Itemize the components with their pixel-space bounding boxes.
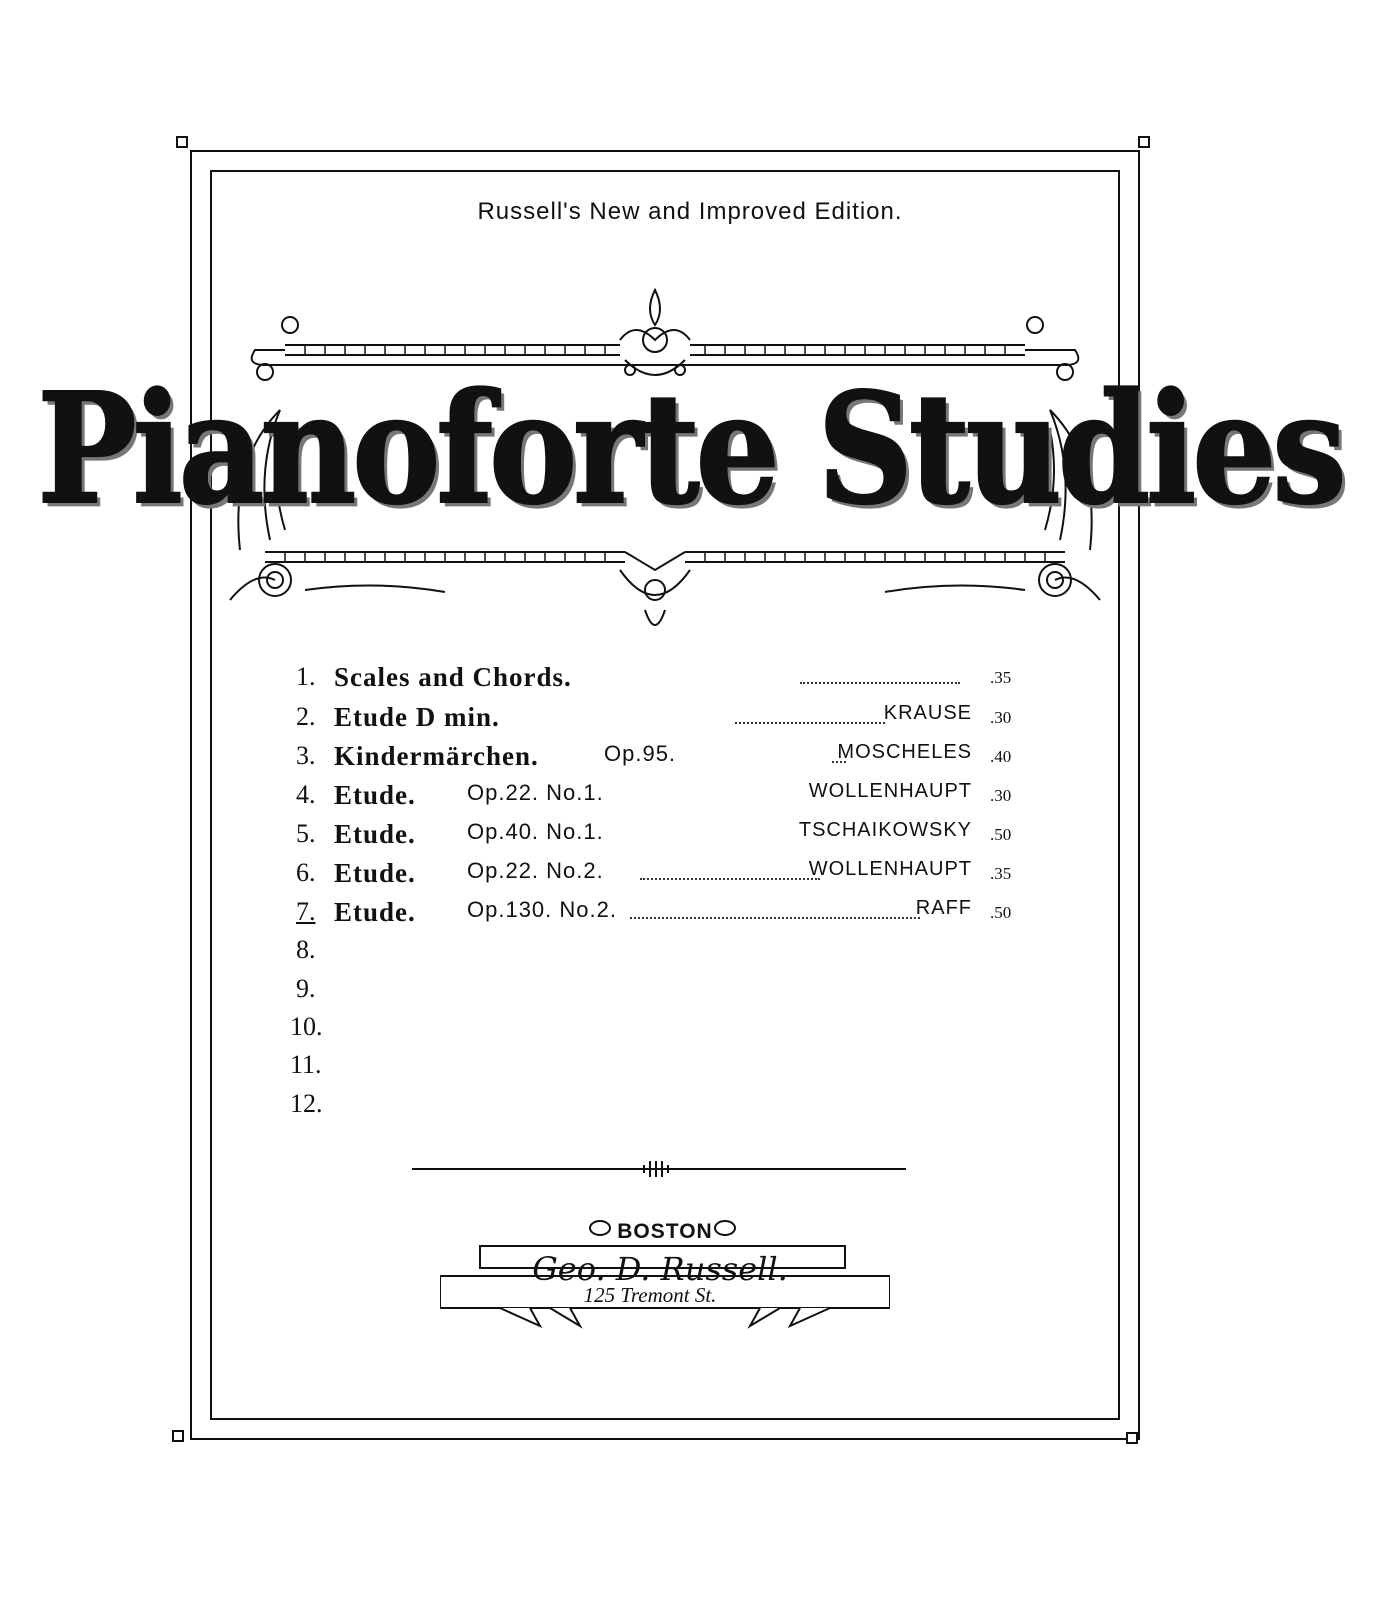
list-item	[0, 780, 1380, 818]
item-number: 11.	[290, 1050, 322, 1079]
item-composer: MOSCHELES	[837, 741, 972, 763]
list-item	[0, 1050, 1380, 1088]
item-number: 1.	[296, 662, 316, 691]
item-title: Etude.	[334, 780, 416, 810]
item-number: 10.	[290, 1012, 323, 1041]
item-opus: Op.95.	[604, 741, 677, 766]
item-title: Kindermärchen.	[334, 741, 539, 771]
publisher-name: Geo. D. Russell.	[532, 1250, 788, 1288]
dot-leader	[630, 897, 920, 919]
divider-ornament	[636, 1161, 676, 1177]
dot-leader	[800, 662, 960, 684]
item-price: .50	[990, 825, 1012, 844]
item-price: .30	[990, 708, 1012, 727]
list-item	[0, 1089, 1380, 1127]
item-opus: Op.130. No.2.	[467, 897, 617, 922]
item-opus: Op.22. No.2.	[467, 858, 604, 883]
item-price: .40	[990, 747, 1012, 766]
list-item	[0, 974, 1380, 1012]
item-composer: RAFF	[915, 897, 972, 919]
item-number: 12.	[290, 1089, 323, 1118]
item-number: 5.	[296, 819, 316, 848]
item-composer: TSCHAIKOWSKY	[798, 819, 972, 841]
item-number: 3.	[296, 741, 316, 770]
item-price: .35	[990, 668, 1012, 687]
item-number: 4.	[296, 780, 316, 809]
dot-leader	[640, 858, 820, 880]
item-price: .35	[990, 864, 1012, 883]
publisher-address: 125 Tremont St.	[583, 1283, 717, 1307]
item-number: 8.	[296, 935, 316, 964]
dot-leader	[735, 702, 885, 724]
item-title: Etude.	[334, 858, 416, 888]
item-number: 6.	[296, 858, 316, 887]
item-composer: WOLLENHAUPT	[808, 858, 972, 880]
item-composer: KRAUSE	[883, 702, 972, 724]
list-item	[0, 935, 1380, 973]
item-number: 7.	[296, 897, 316, 926]
list-item	[0, 702, 1380, 740]
edition-line: Russell's New and Improved Edition.	[477, 198, 903, 225]
page-title: Pianoforte Studies	[37, 360, 1343, 539]
list-item	[0, 858, 1380, 896]
corner-mark-top-left	[176, 136, 188, 148]
list-item	[0, 897, 1380, 935]
list-item	[0, 819, 1380, 857]
corner-mark-bottom-left	[172, 1430, 184, 1442]
list-item	[0, 1012, 1380, 1050]
item-title: Etude D min.	[334, 702, 500, 732]
item-price: .30	[990, 786, 1012, 805]
item-title: Scales and Chords.	[334, 662, 572, 692]
item-opus: Op.22. No.1.	[467, 780, 604, 805]
item-opus: Op.40. No.1.	[467, 819, 604, 844]
item-number: 9.	[296, 974, 316, 1003]
item-price: .50	[990, 903, 1012, 922]
list-item	[0, 741, 1380, 779]
list-item	[0, 662, 1380, 700]
item-title: Etude.	[334, 897, 416, 927]
item-title: Etude.	[334, 819, 416, 849]
corner-mark-bottom-right	[1126, 1432, 1138, 1444]
publisher-city: BOSTON	[617, 1220, 713, 1243]
item-composer: WOLLENHAUPT	[808, 780, 972, 802]
item-number: 2.	[296, 702, 316, 731]
corner-mark-top-right	[1138, 136, 1150, 148]
